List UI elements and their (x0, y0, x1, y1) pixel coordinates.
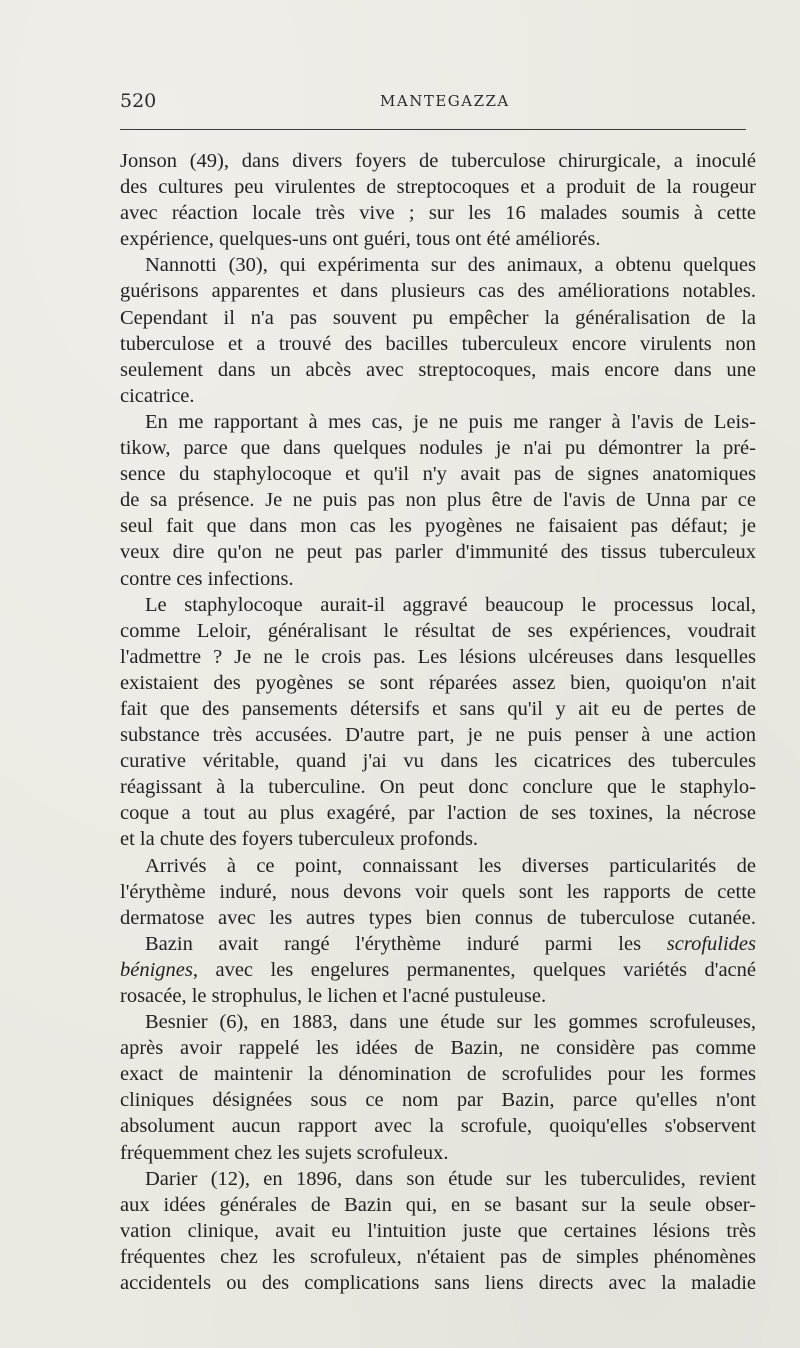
text-line: comme Leloir, généralisant le résultat de ses expériences, voudrait (120, 619, 756, 642)
text-line: cliniques désignées sous ce nom par Bazin, parce qu'elles n'ont (120, 1089, 756, 1112)
text-line: et la chute des foyers tuberculeux profonds. (120, 828, 479, 851)
text-line: accidentels ou des complications sans liens directs avec la maladie (120, 1272, 756, 1295)
text-line: existaient des pyogènes se sont réparées assez bien, quoiqu'on n'ait (120, 671, 756, 694)
text-line: substance très accusées. D'autre part, je ne puis penser à une action (120, 724, 756, 747)
text-line: l'admettre ? Je ne le crois pas. Les lésions ulcéreuses dans lesquelles (120, 645, 756, 668)
text-line: dermatose avec les autres types bien connus de tuberculose cutanée. (120, 906, 756, 929)
text-line: après avoir rappelé les idées de Bazin, ne considère pas comme (120, 1037, 756, 1060)
text-line: cicatrice. (120, 384, 195, 407)
text-line (120, 957, 756, 983)
text-line: veux dire qu'on ne peut pas parler d'immunité des tissus tuberculeux (120, 541, 756, 564)
body-text (120, 148, 756, 1296)
text-line: contre ces infections. (120, 567, 294, 590)
text-line: coque a tout au plus exagéré, par l'action de ses toxines, la nécrose (120, 802, 756, 825)
text-line: Cependant il n'a pas souvent pu empêcher la généralisation de la (120, 306, 756, 329)
text-line: Darier (12), en 1896, dans son étude sur les tuberculides, revient (145, 1167, 756, 1190)
text-line: vation clinique, avait eu l'intuition juste que certaines lésions très (120, 1219, 756, 1242)
text-line: seulement dans un abcès avec streptocoques, mais encore dans une (120, 358, 756, 381)
text-line: fait que des pansements détersifs et sans qu'il y ait eu de pertes de (120, 697, 756, 720)
text-line: Arrivés à ce point, connaissant les diverses particularités de (145, 854, 756, 877)
text-line: Le staphylocoque aurait-il aggravé beaucoup le processus local, (145, 593, 756, 616)
text-line: Nannotti (30), qui expérimenta sur des animaux, a obtenu quelques (145, 254, 756, 277)
text-line: rosacée, le strophulus, le lichen et l'acné pustuleuse. (120, 985, 547, 1007)
text-line: seul fait que dans mon cas les pyogènes ne faisaient pas défaut; je (120, 515, 756, 538)
text-line: guérisons apparentes et dans plusieurs cas des améliorations notables. (120, 280, 756, 303)
text-line: l'érythème induré, nous devons voir quels sont les rapports de cette (120, 880, 756, 903)
text-line: fréquentes chez les scrofuleux, n'étaient pas de simples phénomènes (120, 1245, 756, 1268)
text-line: sence du staphylocoque et qu'il n'y avait pas de signes anatomiques (120, 463, 756, 486)
text-line: tuberculose et a trouvé des bacilles tuberculeux encore virulents non (120, 332, 756, 355)
text-line: tikow, parce que dans quelques nodules je n'ai pu démontrer la pré- (120, 437, 756, 460)
header-rule (120, 129, 746, 130)
text-line: absolument aucun rapport avec la scrofule, quoiqu'elles s'observent (120, 1115, 756, 1138)
text-line: fréquemment chez les sujets scrofuleux. (120, 1141, 449, 1164)
text-line: Jonson (49), dans divers foyers de tuberculose chirurgicale, a inoculé (120, 150, 756, 172)
text-line: exact de maintenir la dénomination de scrofulides pour les formes (120, 1063, 756, 1086)
text-line: aux idées générales de Bazin qui, en se basant sur la seule obser- (120, 1193, 756, 1216)
running-head (120, 88, 748, 118)
text-line: Besnier (6), en 1883, dans une étude sur les gommes scrofuleuses, (145, 1011, 756, 1034)
text-line: de sa présence. Je ne puis pas non plus être de l'avis de Unna par ce (120, 489, 756, 512)
italic-term: bénignes (120, 958, 193, 981)
text-line: En me rapportant à mes cas, je ne puis me ranger à l'avis de Leis- (145, 410, 756, 433)
text-segment: , avec les engelures permanentes, quelques variétés d'acné (192, 958, 756, 981)
italic-term: scrofulides (666, 932, 757, 955)
text-line (120, 931, 756, 957)
text-line: avec réaction locale très vive ; sur les 16 malades soumis à cette (120, 202, 756, 225)
text-line: réagissant à la tuberculine. On peut donc conclure que le staphylo- (120, 776, 756, 799)
text-line: des cultures peu virulentes de streptocoques et a produit de la rougeur (120, 176, 756, 199)
text-segment: Bazin avait rangé l'érythème induré parmi les (145, 932, 642, 955)
text-line: curative véritable, quand j'ai vu dans les cicatrices des tubercules (120, 750, 756, 773)
running-title: MANTEGAZZA (380, 92, 510, 110)
page-number: 520 (120, 90, 157, 112)
text-line: expérience, quelques-uns ont guéri, tous ont été améliorés. (120, 228, 601, 251)
